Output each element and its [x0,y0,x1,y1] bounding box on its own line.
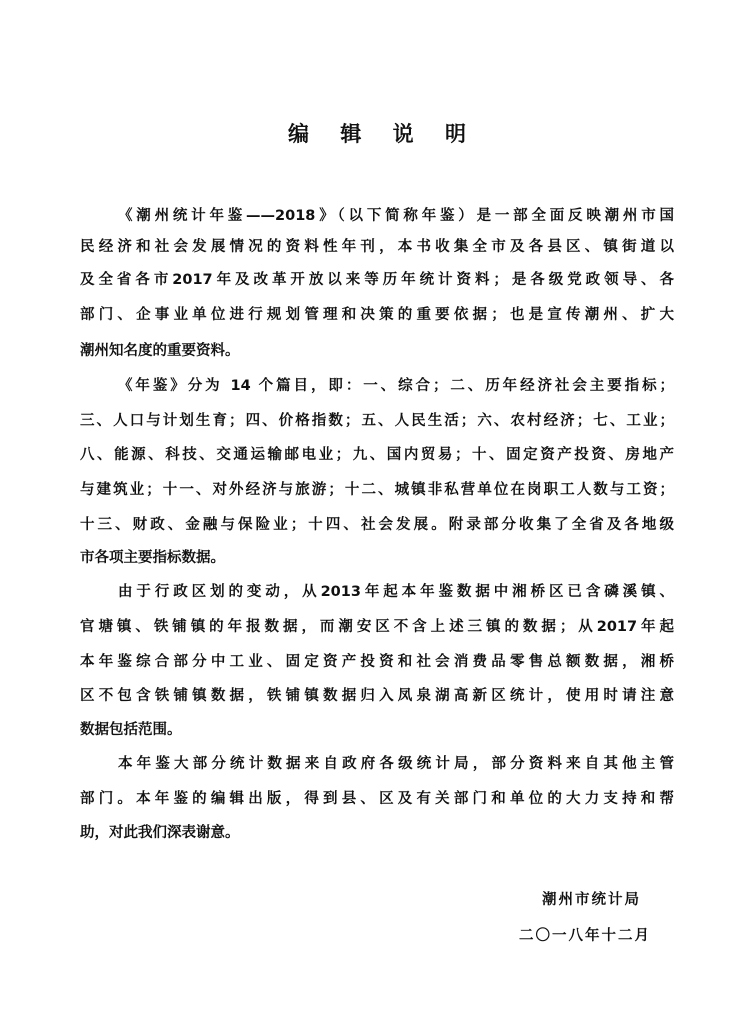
paragraph-line: 八、能源、科技、交通运输邮电业；九、国内贸易；十、固定资产投资、房地产 [80,447,674,463]
paragraph-line: 部门。本年鉴的编辑出版，得到县、区及有关部门和单位的大力支持和帮 [80,791,674,807]
paragraph-line: 数据包括范围。 [80,722,182,738]
page-title: 编 辑 说 明 [288,122,478,146]
paragraph-line: 部门、企事业单位进行规划管理和决策的重要依据；也是宣传潮州、扩大 [80,307,674,323]
paragraph-line: 民经济和社会发展情况的资料性年刊，本书收集全市及各县区、镇街道以 [80,239,674,255]
signature-date: 二〇一八年十二月 [519,928,651,944]
signature-organization: 潮州市统计局 [542,892,641,908]
paragraph-line: 市各项主要指标数据。 [80,550,225,566]
paragraph-line: 助，对此我们深表谢意。 [80,825,240,841]
paragraph-line: 官塘镇、铁铺镇的年报数据，而潮安区不含上述三镇的数据；从2017年起 [80,619,674,635]
paragraph-line: 及全省各市2017年及改革开放以来等历年统计资料；是各级党政领导、各 [80,272,674,288]
paragraph-line: 本年鉴综合部分中工业、固定资产投资和社会消费品零售总额数据，湘桥 [80,654,674,670]
paragraph-line: 由于行政区划的变动，从2013年起本年鉴数据中湘桥区已含磷溪镇、 [118,584,674,600]
paragraph-line: 十三、财政、金融与保险业；十四、社会发展。附录部分收集了全省及各地级 [80,517,674,533]
paragraph-line: 与建筑业；十一、对外经济与旅游；十二、城镇非私营单位在岗职工人数与工资； [80,482,674,498]
paragraph-line: 潮州知名度的重要资料。 [80,343,240,359]
paragraph-line: 《潮州统计年鉴——2018》（以下简称年鉴）是一部全面反映潮州市国 [118,208,674,224]
paragraph-line: 本年鉴大部分统计数据来自政府各级统计局，部分资料来自其他主管 [118,756,674,772]
paragraph-line: 三、人口与计划生育；四、价格指数；五、人民生活；六、农村经济；七、工业； [80,413,674,429]
paragraph-line: 《年鉴》分为 14 个篇目，即：一、综合；二、历年经济社会主要指标； [118,378,674,394]
paragraph-line: 区不包含铁铺镇数据，铁铺镇数据归入凤泉湖高新区统计，使用时请注意 [80,688,674,704]
